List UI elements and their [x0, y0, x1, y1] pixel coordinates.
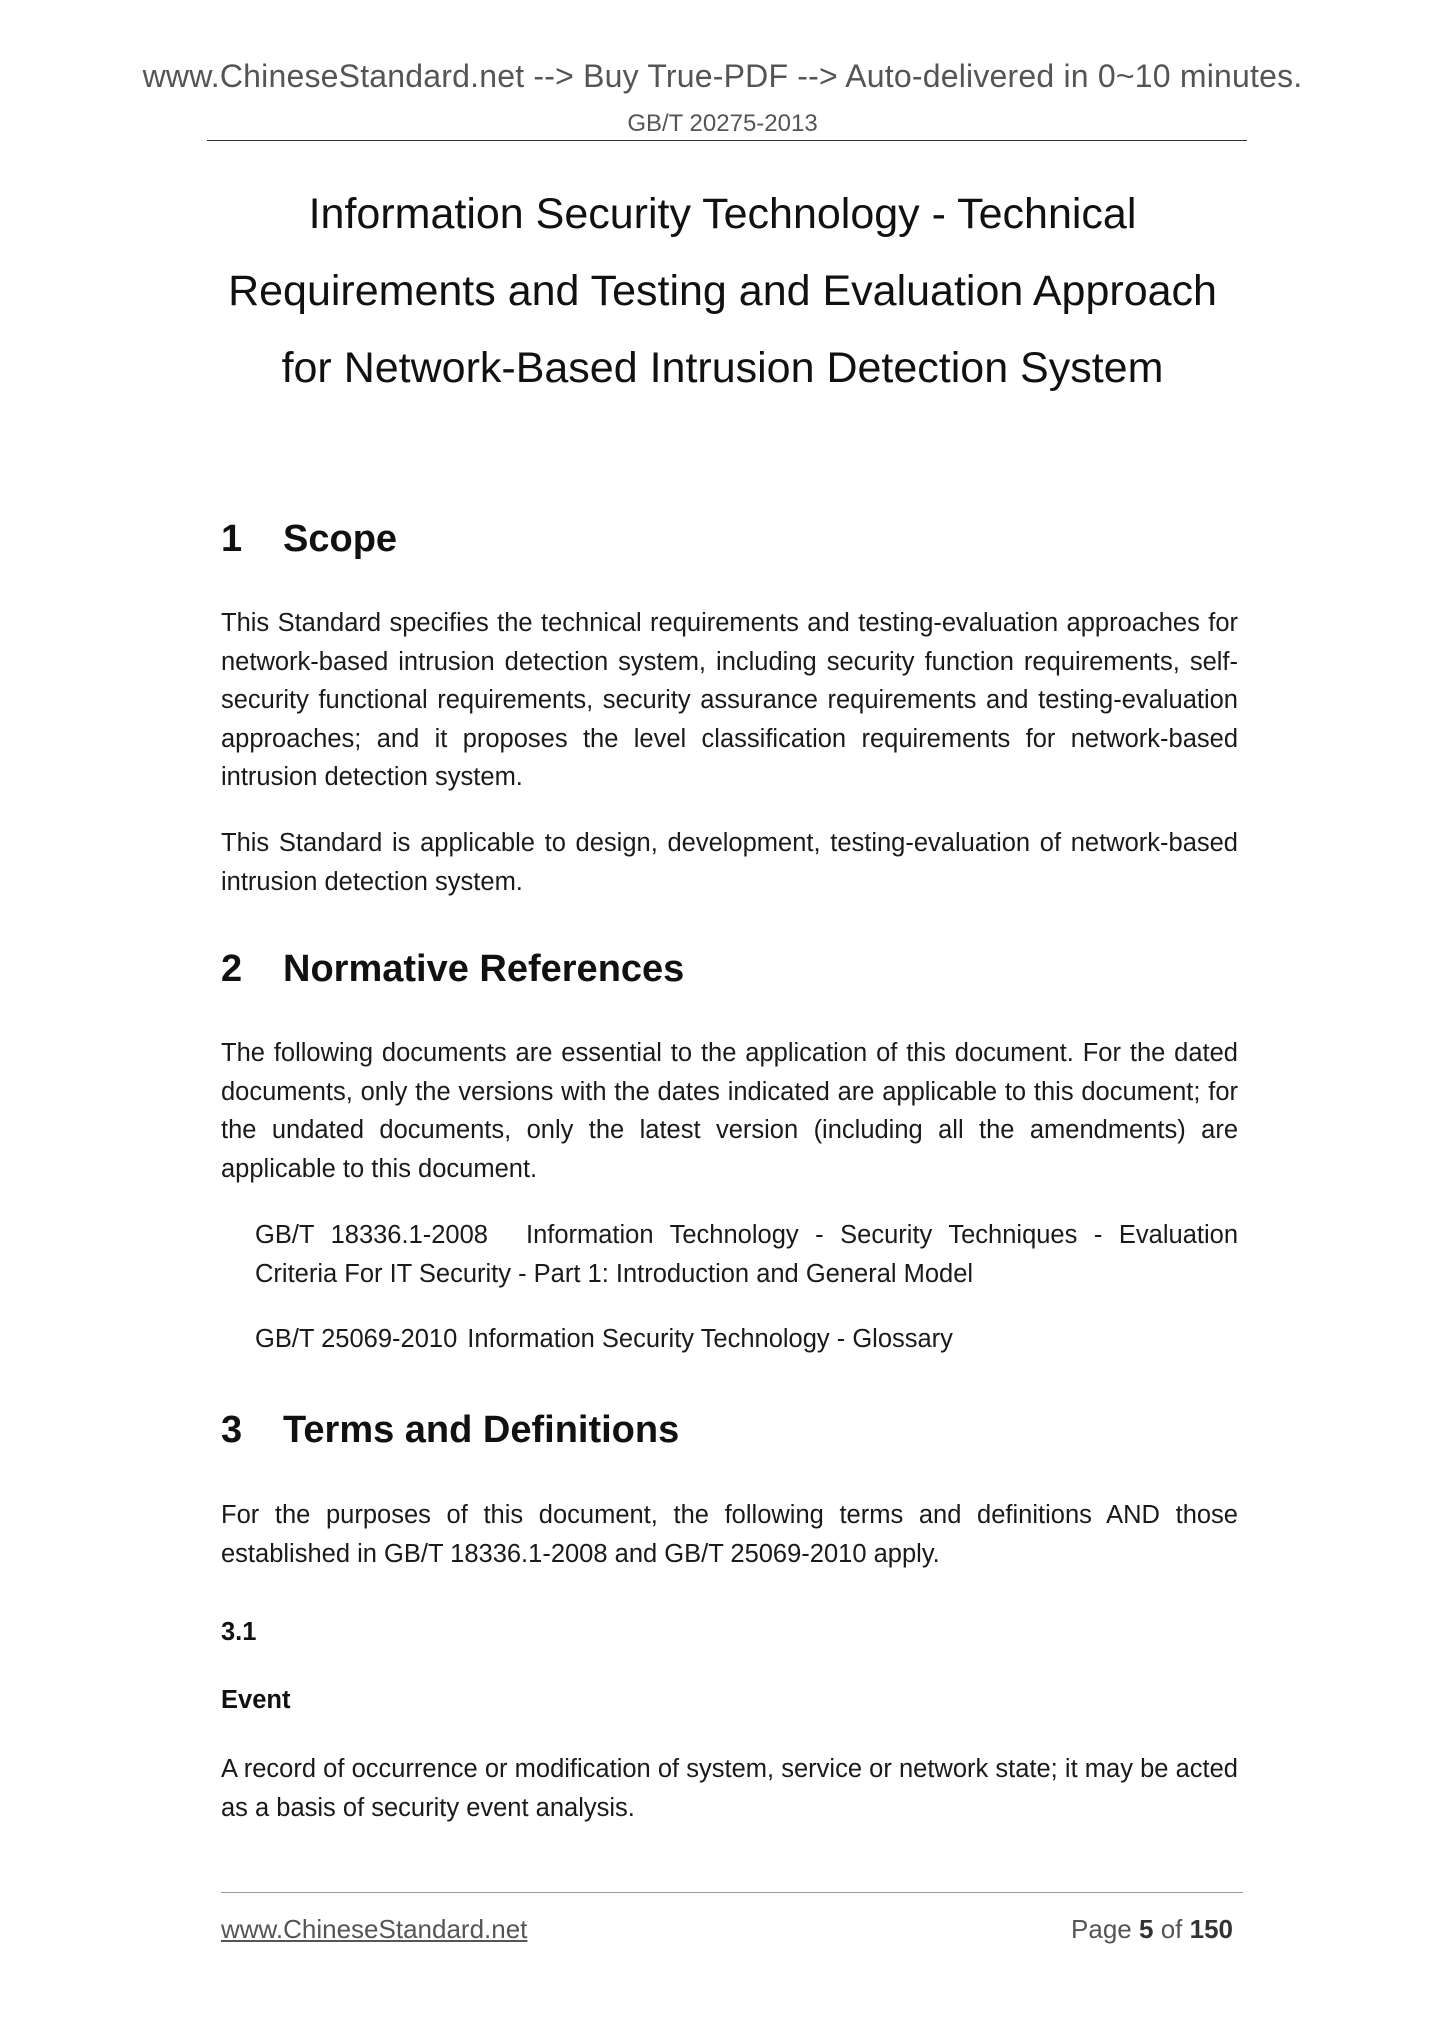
section-number: 2	[221, 948, 243, 990]
standard-code: GB/T 20275-2013	[627, 110, 818, 137]
reference-entry	[255, 1320, 1238, 1359]
scope-paragraph-2: This Standard is applicable to design, development, testing-evaluation of network-based intrusion detection system.	[221, 829, 1238, 896]
term-definition: A record of occurrence or modification of system, service or network state; it may be acted as a basis of security event analysis.	[221, 1755, 1238, 1822]
reference-title: Information Security Technology - Glossary	[467, 1325, 953, 1353]
footer-site-link[interactable]: www.ChineseStandard.net	[221, 1914, 528, 1944]
section-heading-scope	[221, 518, 397, 561]
page-current: 5	[1138, 1914, 1154, 1944]
page-total: 150	[1189, 1914, 1233, 1944]
section-number: 1	[221, 518, 243, 560]
reference-code: GB/T 18336.1-2008	[255, 1221, 488, 1249]
normative-paragraph: The following documents are essential to the application of this document. For the dated documents, only the versions with the dates indicated are applicable to this document; for the undated documents, only the latest version (including all the amendments) are applicable to this document.	[221, 1039, 1238, 1183]
header-divider	[207, 140, 1247, 141]
page-prefix: Page	[1071, 1914, 1132, 1944]
page-indicator	[900, 1914, 1233, 1945]
term-name: Event	[221, 1686, 291, 1714]
scope-paragraph-1: This Standard specifies the technical requirements and testing-evaluation approaches for network-based intrusion detection system, including security function requirements, self-security functional requirements, security assurance requirements and testing-evaluation approaches; and it proposes the level classification requirements for network-based intrusion detection system.	[221, 609, 1238, 791]
reference-title: Information Technology - Security Techniques - Evaluation Criteria For IT Security - Part 1: Introduction and General Model	[255, 1221, 1239, 1288]
page-of: of	[1160, 1914, 1183, 1944]
reference-code: GB/T 25069-2010	[255, 1325, 458, 1353]
title-line-1: Information Security Technology - Technical	[308, 190, 1137, 238]
section-number: 3	[221, 1409, 243, 1451]
title-line-2: Requirements and Testing and Evaluation Approach	[228, 267, 1217, 315]
reference-entry	[255, 1216, 1238, 1293]
section-title: Normative References	[283, 948, 685, 990]
section-title: Scope	[283, 518, 398, 560]
footer-divider	[221, 1892, 1243, 1893]
terms-paragraph: For the purposes of this document, the following terms and definitions AND those established in GB/T 18336.1-2008 and GB/T 25069-2010 apply.	[221, 1501, 1238, 1568]
section-title: Terms and Definitions	[283, 1409, 680, 1451]
document-title	[180, 176, 1265, 407]
title-line-3: for Network-Based Intrusion Detection System	[281, 344, 1164, 392]
section-heading-terms-definitions	[221, 1409, 679, 1452]
promo-banner[interactable]: www.ChineseStandard.net --> Buy True-PDF --> Auto-delivered in 0~10 minutes.	[142, 58, 1303, 94]
term-number: 3.1	[221, 1618, 257, 1646]
section-heading-normative-references	[221, 948, 684, 991]
